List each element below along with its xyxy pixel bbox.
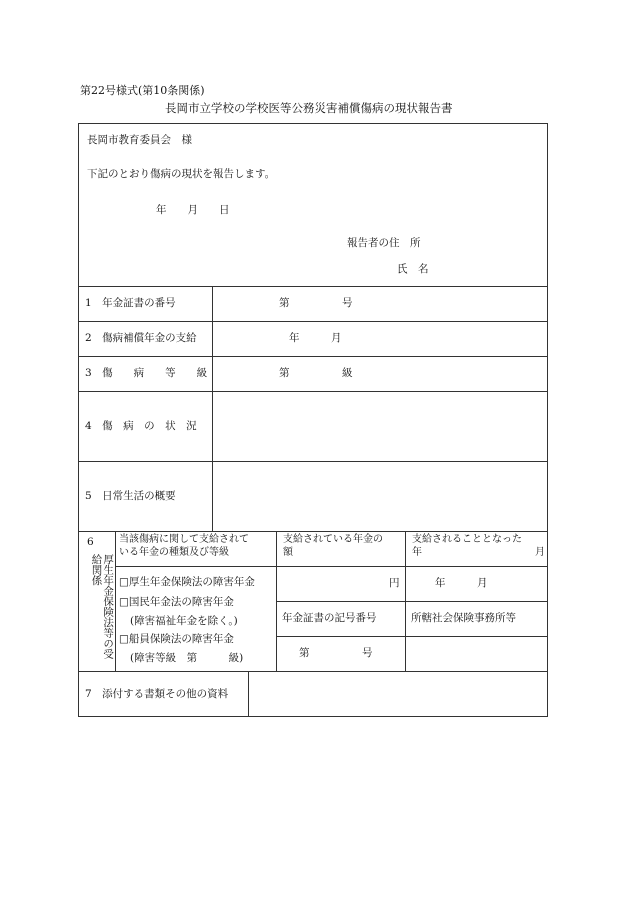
pension-amount-unit: 円 — [389, 577, 400, 589]
pension-amount-header-line2: 額 — [283, 547, 293, 558]
pension-certificate-code-label: 年金証書の記号番号 — [282, 612, 377, 624]
rule — [115, 566, 547, 567]
payment-start-header-year: 年 — [412, 547, 422, 558]
injury-grade-label: 3 傷 病 等 級 — [85, 367, 208, 379]
injury-grade-value: 第 級 — [279, 367, 353, 379]
reporter-address-label: 報告者の住 所 — [347, 237, 421, 249]
option-welfare-pension[interactable]: □厚生年金保険法の障害年金 — [119, 576, 255, 588]
addressee: 長岡市教育委員会 様 — [87, 134, 192, 146]
injury-condition-label: 4 傷 病 の 状 況 — [85, 420, 197, 432]
option-national-pension-note: (障害福祉年金を除く。) — [130, 615, 238, 627]
pension-certificate-number-label: 1 年金証書の番号 — [85, 297, 176, 309]
report-form — [78, 123, 548, 717]
pension-certificate-number-value: 第 号 — [279, 297, 353, 309]
option-national-pension[interactable]: □国民年金法の障害年金 — [119, 596, 234, 608]
reporter-name-label: 氏 名 — [397, 263, 429, 275]
rule — [115, 531, 116, 671]
date-line: 年 月 日 — [156, 204, 230, 216]
rule — [79, 671, 547, 672]
social-insurance-office-label: 所轄社会保険事務所等 — [411, 612, 516, 624]
rule — [79, 356, 547, 357]
pension-type-header-line2: いる年金の種類及び等級 — [119, 547, 229, 558]
rule — [212, 286, 213, 531]
rule — [79, 391, 547, 392]
pension-certificate-code-value: 第 号 — [299, 647, 373, 659]
form-title: 長岡市立学校の学校医等公務災害補償傷病の現状報告書 — [165, 101, 453, 115]
rule — [276, 531, 277, 671]
daily-life-summary-label: 5 日常生活の概要 — [85, 490, 176, 502]
rule — [405, 531, 406, 671]
rule — [276, 636, 547, 637]
report-statement: 下記のとおり傷病の現状を報告します。 — [87, 168, 276, 180]
form-number: 第22号様式(第10条関係) — [80, 84, 205, 97]
section6-vertical-label: 厚生年金保険法等の受給関係 — [90, 554, 115, 659]
attached-documents-label: 7 添付する書類その他の資料 — [85, 688, 229, 700]
option-seamen-insurance[interactable]: □船員保険法の障害年金 — [119, 633, 234, 645]
payment-start-value: 年 月 — [435, 577, 488, 589]
rule — [79, 461, 547, 462]
injury-pension-payment-value: 年 月 — [289, 332, 342, 344]
rule — [79, 321, 547, 322]
pension-amount-header-line1: 支給されている年金の — [283, 534, 383, 545]
option-seamen-insurance-note: (障害等級 第 級) — [130, 652, 244, 664]
section6-number: 6 — [87, 536, 94, 548]
rule — [79, 286, 547, 287]
rule — [248, 671, 249, 717]
payment-start-header-line1: 支給されることとなった — [412, 534, 522, 545]
pension-type-header-line1: 当該傷病に関して支給されて — [119, 534, 249, 545]
rule — [79, 531, 547, 532]
rule — [276, 601, 547, 602]
injury-pension-payment-label: 2 傷病補償年金の支給 — [85, 332, 197, 344]
payment-start-header-month: 月 — [535, 547, 545, 558]
